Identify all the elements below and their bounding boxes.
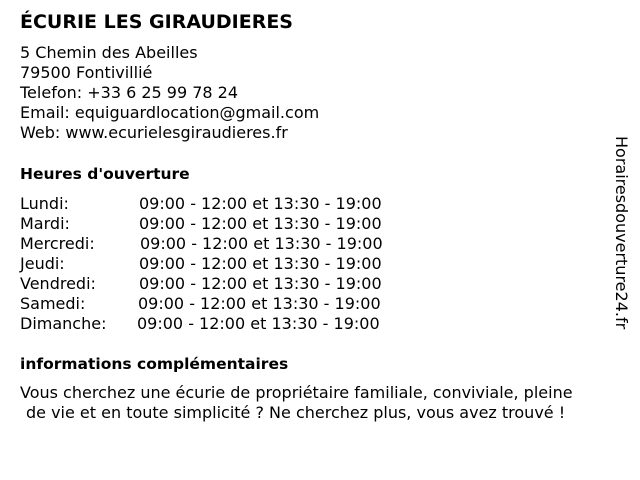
info-heading: informations complémentaires	[20, 355, 289, 373]
day-label: Mercredi:	[20, 234, 95, 253]
phone-number: Telefon: +33 6 25 99 78 24	[20, 83, 239, 102]
website-address: Web: www.ecurielesgiraudieres.fr	[20, 123, 288, 142]
address-city: 79500 Fontivillié	[20, 63, 153, 82]
address-street: 5 Chemin des Abeilles	[20, 43, 198, 62]
time-range: 09:00 - 12:00 et 13:30 - 19:00	[140, 234, 383, 253]
time-range: 09:00 - 12:00 et 13:30 - 19:00	[139, 254, 382, 273]
time-range: 09:00 - 12:00 et 13:30 - 19:00	[139, 194, 382, 213]
info-line: Vous cherchez une écurie de propriétaire familiale, conviviale, pleine	[20, 383, 573, 402]
time-range: 09:00 - 12:00 et 13:30 - 19:00	[138, 294, 381, 313]
time-range: 09:00 - 12:00 et 13:30 - 19:00	[139, 274, 382, 293]
hours-heading: Heures d'ouverture	[20, 165, 190, 183]
info-line: de vie et en toute simplicité ? Ne cherchez plus, vous avez trouvé !	[26, 403, 566, 422]
email-address: Email: equiguardlocation@gmail.com	[20, 103, 320, 122]
day-label: Lundi:	[20, 194, 69, 213]
day-label: Samedi:	[20, 294, 86, 313]
info-description	[20, 383, 620, 423]
contact-block	[20, 43, 319, 143]
day-label: Vendredi:	[20, 274, 96, 293]
time-range: 09:00 - 12:00 et 13:30 - 19:00	[139, 214, 382, 233]
day-label: Dimanche:	[20, 314, 107, 333]
source-watermark: Horairesdouverture24.fr	[612, 136, 631, 330]
business-name: ÉCURIE LES GIRAUDIERES	[20, 11, 293, 33]
time-range: 09:00 - 12:00 et 13:30 - 19:00	[137, 314, 380, 333]
day-label: Mardi:	[20, 214, 70, 233]
day-label: Jeudi:	[20, 254, 65, 273]
